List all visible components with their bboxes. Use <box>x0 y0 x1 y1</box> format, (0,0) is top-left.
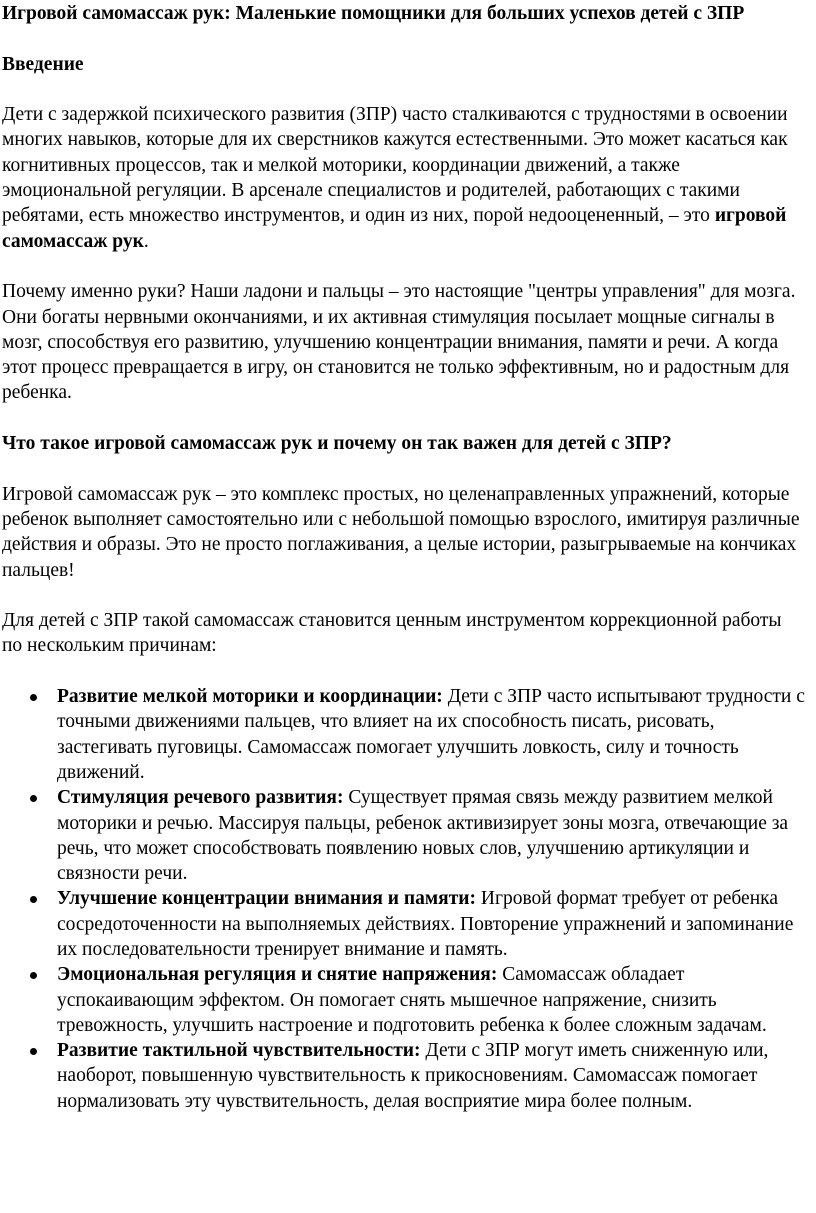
list-item-text: Игровой формат требует от ребенка сосредоточенности на выполняемых действиях. Повторение упражнений и запоминание их последовательности тренирует внимание и память. <box>57 888 794 960</box>
list-item <box>57 962 806 1038</box>
list-item <box>57 886 806 962</box>
list-item-text: Дети с ЗПР часто испытывают трудности с точными движениями пальцев, что влияет на их способность писать, рисовать, застегивать пуговицы. Самомассаж помогает улучшить ловкость, силу и точность движений. <box>57 686 805 783</box>
list-item-bold: Развитие тактильной чувствительности: <box>57 1040 421 1062</box>
document-title: Игровой самомассаж рук: Маленькие помощники для больших успехов детей с ЗПР <box>2 3 745 24</box>
list-item <box>57 1038 806 1114</box>
list-item-text: Дети с ЗПР могут иметь сниженную или, наоборот, повышенную чувствительность к прикосновениям. Самомассаж помогает нормализовать эту чувствительность, делая восприятие мира более полным. <box>57 1040 769 1112</box>
list-item <box>57 684 806 785</box>
paragraph-definition: Игровой самомассаж рук – это комплекс простых, но целенаправленных упражнений, которые ребенок выполняет самостоятельно или с небольшой помощью взрослого, имитируя различные действия и образы. Это не просто поглаживания, а целые истории, разыгрываемые на кончиках пальцев! <box>2 483 800 581</box>
list-item-bold: Развитие мелкой моторики и координации: <box>57 686 443 708</box>
paragraph-why-hands: Почему именно руки? Наши ладони и пальцы – это настоящие "центры управления" для мозга. Они богаты нервными окончаниями, и их активная стимуляция посылает мощные сигналы в мозг, способствуя его развитию, улучшению концентрации внимания, памяти и речи. А когда этот процесс превращается в игру, он становится не только эффективным, но и радостным для ребенка. <box>2 281 796 404</box>
bullet-icon <box>30 694 37 701</box>
paragraph-reasons-intro: Для детей с ЗПР такой самомассаж становится ценным инструментом коррекционной работы по нескольким причинам: <box>2 610 782 657</box>
list-item-bold: Эмоциональная регуляция и снятие напряжения: <box>57 964 498 986</box>
reasons-list <box>2 684 806 1114</box>
bullet-icon <box>30 972 37 979</box>
bullet-icon <box>30 896 37 903</box>
paragraph-intro-bold: игровой самомассаж рук <box>2 205 787 252</box>
list-item-text: Самомассаж обладает успокаивающим эффектом. Он помогает снять мышечное напряжение, снизить тревожность, улучшить настроение и подготовить ребенка к более сложным задачам. <box>57 964 767 1036</box>
list-item <box>57 785 806 886</box>
section-heading-what: Что такое игровой самомассаж рук и почему он так важен для детей с ЗПР? <box>2 433 672 455</box>
list-item-bold: Стимуляция речевого развития: <box>57 787 344 809</box>
section-heading-intro: Введение <box>2 53 84 75</box>
paragraph-intro <box>2 102 806 254</box>
paragraph-intro-text: Дети с задержкой психического развития (ЗПР) часто сталкиваются с трудностями в освоении многих навыков, которые для их сверстников кажутся естественными. Это может касаться как когнитивных процессов, так и мелкой моторики, координации движений, а также эмоциональной регуляции. В арсенале специалистов и родителей, работающих с такими ребятами, есть множество инструментов, и один из них, порой недооцененный, – это <box>2 104 788 227</box>
list-item-bold: Улучшение концентрации внимания и памяти: <box>57 888 477 910</box>
bullet-icon <box>30 1048 37 1055</box>
list-item-text: Существует прямая связь между развитием мелкой моторики и речью. Массируя пальцы, ребенок активизирует зоны мозга, отвечающие за речь, что может способствовать появлению новых слов, улучшению артикуляции и связности речи. <box>57 787 789 885</box>
paragraph-intro-end: . <box>143 230 149 252</box>
bullet-icon <box>30 795 37 802</box>
